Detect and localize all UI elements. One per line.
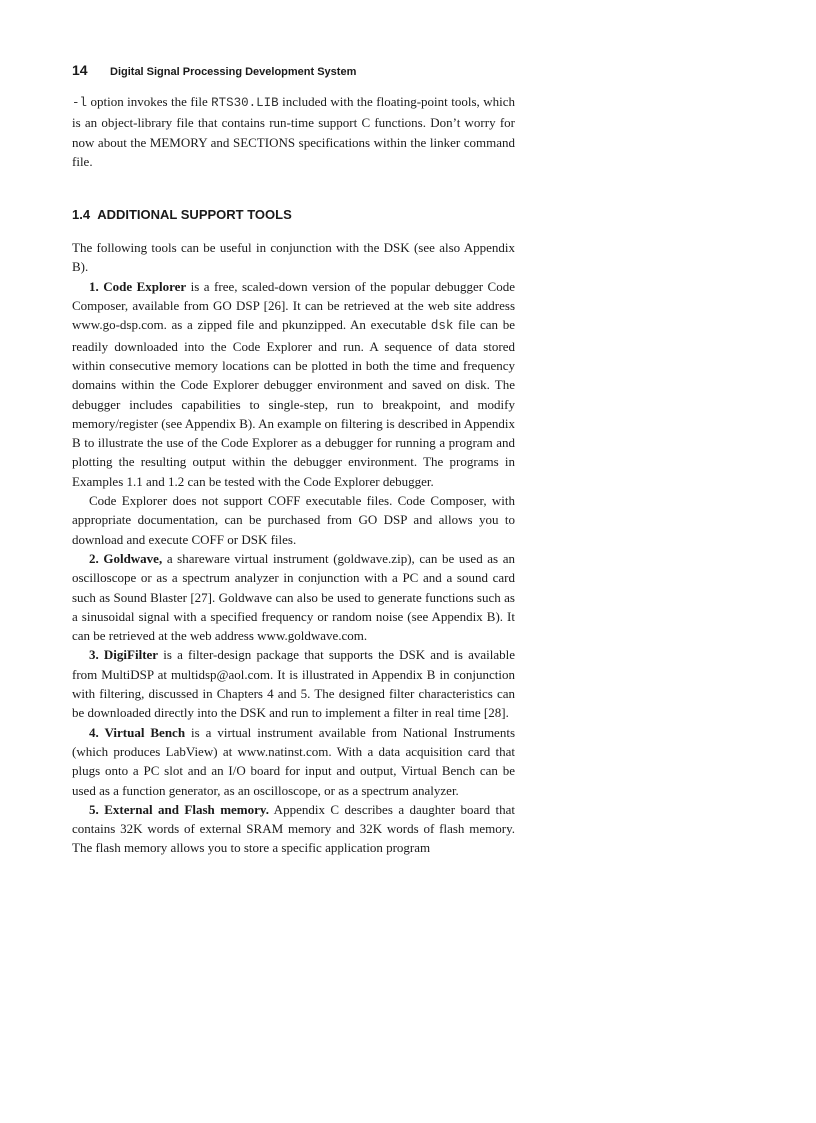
item-text: file can be readily downloaded into the Code Explorer and run. A sequence of data stored within consecutive memory locations can be plotted in both the time and frequency domains within the Code Explorer debugger environment and saved on disk. The debugger includes capabilities to single-step, run to breakpoint, and modify memory/register (see Appendix B). An example on filtering is described in Appendix B to illustrate the use of the Code Explorer as a debugger for running a program and plotting the resulting output within the debugger environment. The programs in Examples 1.1 and 1.2 can be tested with the Code Explorer debugger. (72, 317, 515, 489)
list-item-virtual-bench (72, 723, 515, 800)
list-item-goldwave (72, 549, 515, 645)
section-heading (72, 207, 515, 222)
section-number: 1.4 (72, 207, 91, 223)
item-lead: 5. External and Flash memory. (89, 801, 269, 817)
paragraph-text: included with the floating-point tools, which is an object-library file that contains run-time support C functions. Don’t worry for now about the MEMORY and SECTIONS specifications within the linker command file. (72, 94, 515, 169)
code-rts30-lib: RTS30.LIB (211, 96, 279, 110)
item-lead: 3. DigiFilter (89, 647, 159, 663)
paragraph-linker-options (72, 92, 515, 171)
list-item-code-explorer (72, 277, 515, 491)
item-lead: 2. Goldwave, (89, 550, 163, 566)
paragraph-intro: The following tools can be useful in conjunction with the DSK (see also Appendix B). (72, 240, 515, 275)
item-lead: 4. Virtual Bench (89, 724, 186, 740)
item-text: is a free, scaled-down version of the popular debugger Code Composer, available from GO DSP [26]. It can be retrieved at the web site address www.go-dsp.com. as a zipped file and pkunzipped. An executable (72, 278, 515, 333)
item-text: a shareware virtual instrument (goldwave.zip), can be used as an oscilloscope or as a spectrum analyzer in conjunction with a PC and a sound card such as Sound Blaster [27]. Goldwave can also be used to generate functions such as a sinusoidal signal with a specified frequency or random noise (see Appendix B). It can be retrieved at the web address www.goldwave.com. (72, 550, 515, 644)
paragraph-code-explorer-cont: Code Explorer does not support COFF executable files. Code Composer, with appropriate documentation, can be purchased from GO DSP and allows you to download and execute COFF or DSK files. (72, 493, 515, 547)
running-title: Digital Signal Processing Development System (110, 66, 357, 78)
list-item-digifilter (72, 645, 515, 722)
running-header (72, 62, 515, 82)
item-lead: 1. Code Explorer (89, 278, 187, 294)
list-item-flash-memory (72, 800, 515, 858)
book-page (72, 62, 515, 858)
section-title: ADDITIONAL SUPPORT TOOLS (97, 207, 292, 223)
item-text: is a filter-design package that supports the DSK and is available from MultiDSP at multidsp@aol.com. It is illustrated in Appendix B in conjunction with filtering, discussed in Chapters 4 and 5. The designed filter characteristics can be downloaded directly into the DSK and run to implement a filter in real time [28]. (72, 647, 515, 721)
paragraph-text: option invokes the file (87, 94, 212, 109)
code-option-l: -l (72, 96, 88, 110)
page-number: 14 (72, 62, 88, 78)
item-text: Appendix C describes a daughter board that contains 32K words of external SRAM memory and 32K words of flash memory. The flash memory allows you to store a specific application program (72, 801, 516, 856)
item-text: is a virtual instrument available from National Instruments (which produces LabView) at www.natinst.com. With a data acquisition card that plugs onto a PC slot and an I/O board for input and output, Virtual Bench can be used as a function generator, as an oscilloscope, or as a spectrum analyzer. (72, 724, 515, 798)
code-dsk: dsk (430, 319, 454, 334)
